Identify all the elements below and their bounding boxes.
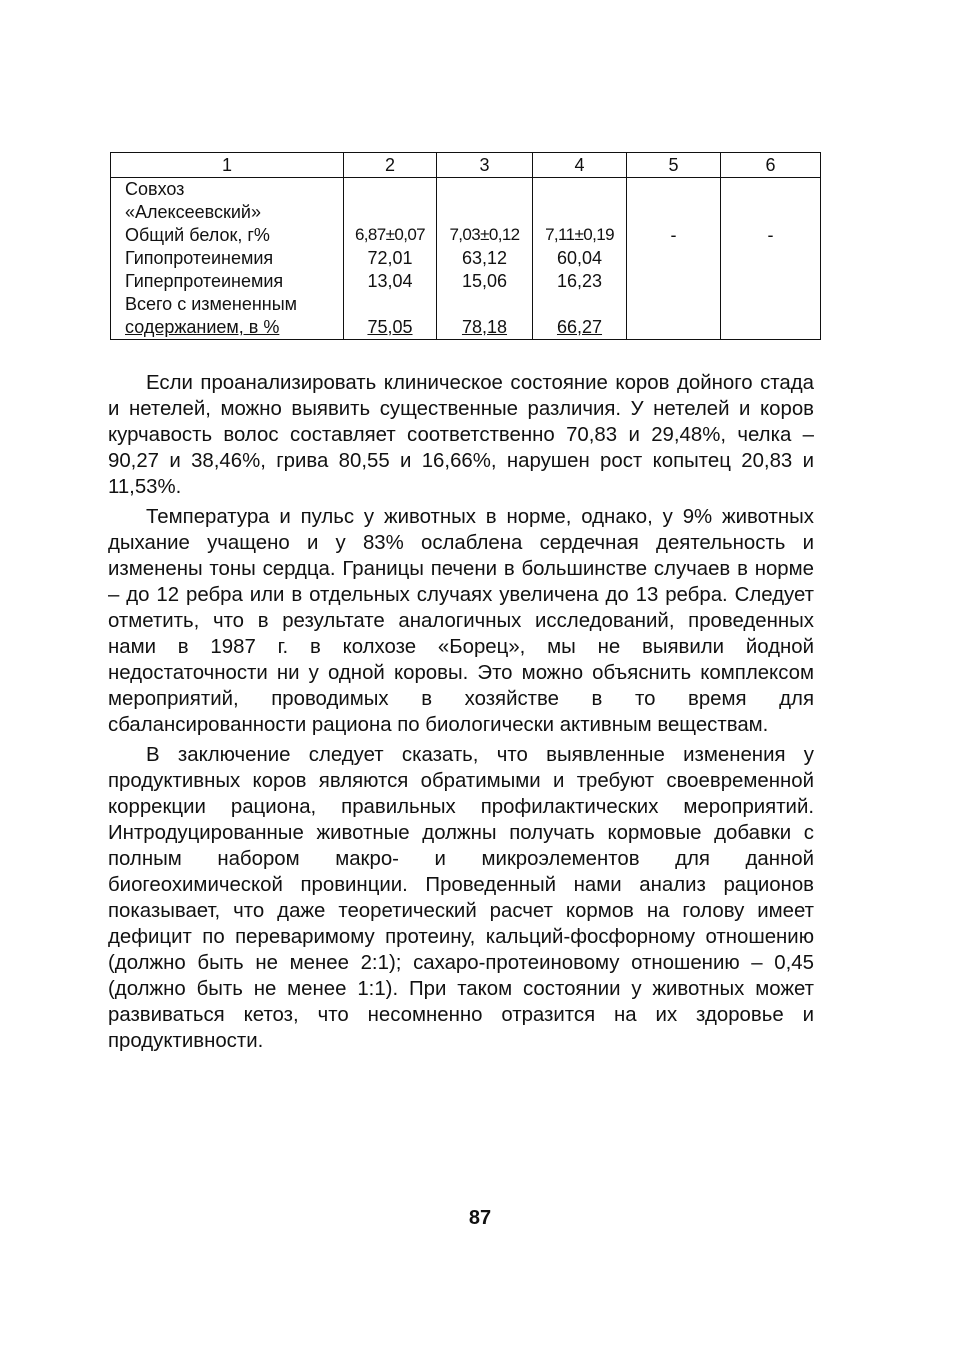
cell-value: 75,05 [367, 317, 413, 337]
row-label: Всего с измененным [125, 294, 298, 314]
row-label: Гипопротеинемия [125, 248, 274, 268]
cell-value: 6,87±0,07 [354, 225, 426, 244]
table-cell-col4 [533, 178, 627, 340]
table-cell-col5 [627, 178, 721, 340]
row-label: Совхоз [125, 179, 185, 199]
row-label: Общий белок, г% [125, 225, 270, 245]
table-header-cell: 3 [437, 153, 533, 178]
row-label: Гиперпротеинемия [125, 271, 284, 291]
paragraph: Если проанализировать клиническое состояние коров дойного стада и нетелей, можно выявить существенные различия. У нетелей и коров курчавость волос составляет соответственно 70,83 и 29,48%, челка – 90,27 и 38,46%, грива 80,55 и 16,66%, нарушен рост копытец 20,83 и 11,53%. [108, 372, 814, 498]
cell-value: 13,04 [367, 271, 413, 291]
table-header-cell: 2 [344, 153, 437, 178]
cell-value: 15,06 [461, 271, 508, 291]
table-header-cell: 5 [627, 153, 721, 178]
table-cell-col3 [437, 178, 533, 340]
table-header-cell: 4 [533, 153, 627, 178]
data-table [110, 152, 821, 340]
table-header-cell: 1 [111, 153, 344, 178]
paragraph: В заключение следует сказать, что выявленные изменения у продуктивных коров являются обратимыми и требуют своевременной коррекции рациона, правильных профилактических мероприятий. Интродуцированные животные должны получать кормовые добавки с полным набором макро- и микроэлементов для данной биогеохимической провинции. Проведенный нами анализ рационов показывает, что даже теоретический расчет кормов на голову имеет дефицит по переваримому протеину, кальций-фосфорному отношению (должно быть не менее 2:1); сахаро-протеиновому отношению – 0,45 (должно быть не менее 1:1). При таком состоянии у животных может развиваться кетоз, что несомненно отразится на их здоровье и продуктивности. [108, 744, 814, 1052]
paragraph: Температура и пульс у животных в норме, однако, у 9% животных дыхание учащено и у 83% ослаблена сердечная деятельность и изменены тоны сердца. Границы печени в большинстве случаев в норме – до 12 ребра или в отдельных случаях увеличена до 13 ребра. Следует отметить, что в результате аналогичных исследований, проведенных нами в 1987 г. в колхозе «Борец», мы не выявили йодной недостаточности ни у одной коровы. Это можно объяснить комплексом мероприятий, проводимых в хозяйстве в то время для сбалансированности рациона по биологически активным веществам. [108, 506, 814, 736]
body-text [108, 370, 814, 1058]
row-label: содержанием, в % [125, 317, 280, 337]
page-number: 87 [468, 1207, 492, 1229]
table-header-row [111, 153, 821, 178]
cell-value: 60,04 [556, 248, 603, 268]
cell-value: 7,03±0,12 [449, 225, 520, 244]
row-label: «Алексеевский» [125, 202, 261, 222]
cell-value: 7,11±0,19 [545, 225, 614, 244]
table-cell-col6 [721, 178, 821, 340]
table-cell-col2 [344, 178, 437, 340]
cell-value: 72,01 [367, 248, 413, 268]
cell-value: 66,27 [556, 317, 603, 337]
cell-value: 78,18 [461, 317, 508, 337]
cell-value: 63,12 [461, 248, 508, 268]
table-row [111, 178, 821, 340]
table-header-cell: 6 [721, 153, 821, 178]
cell-value: - [670, 225, 677, 245]
cell-value: 16,23 [556, 271, 603, 291]
table-cell-labels [111, 178, 344, 340]
cell-value: - [767, 225, 774, 245]
